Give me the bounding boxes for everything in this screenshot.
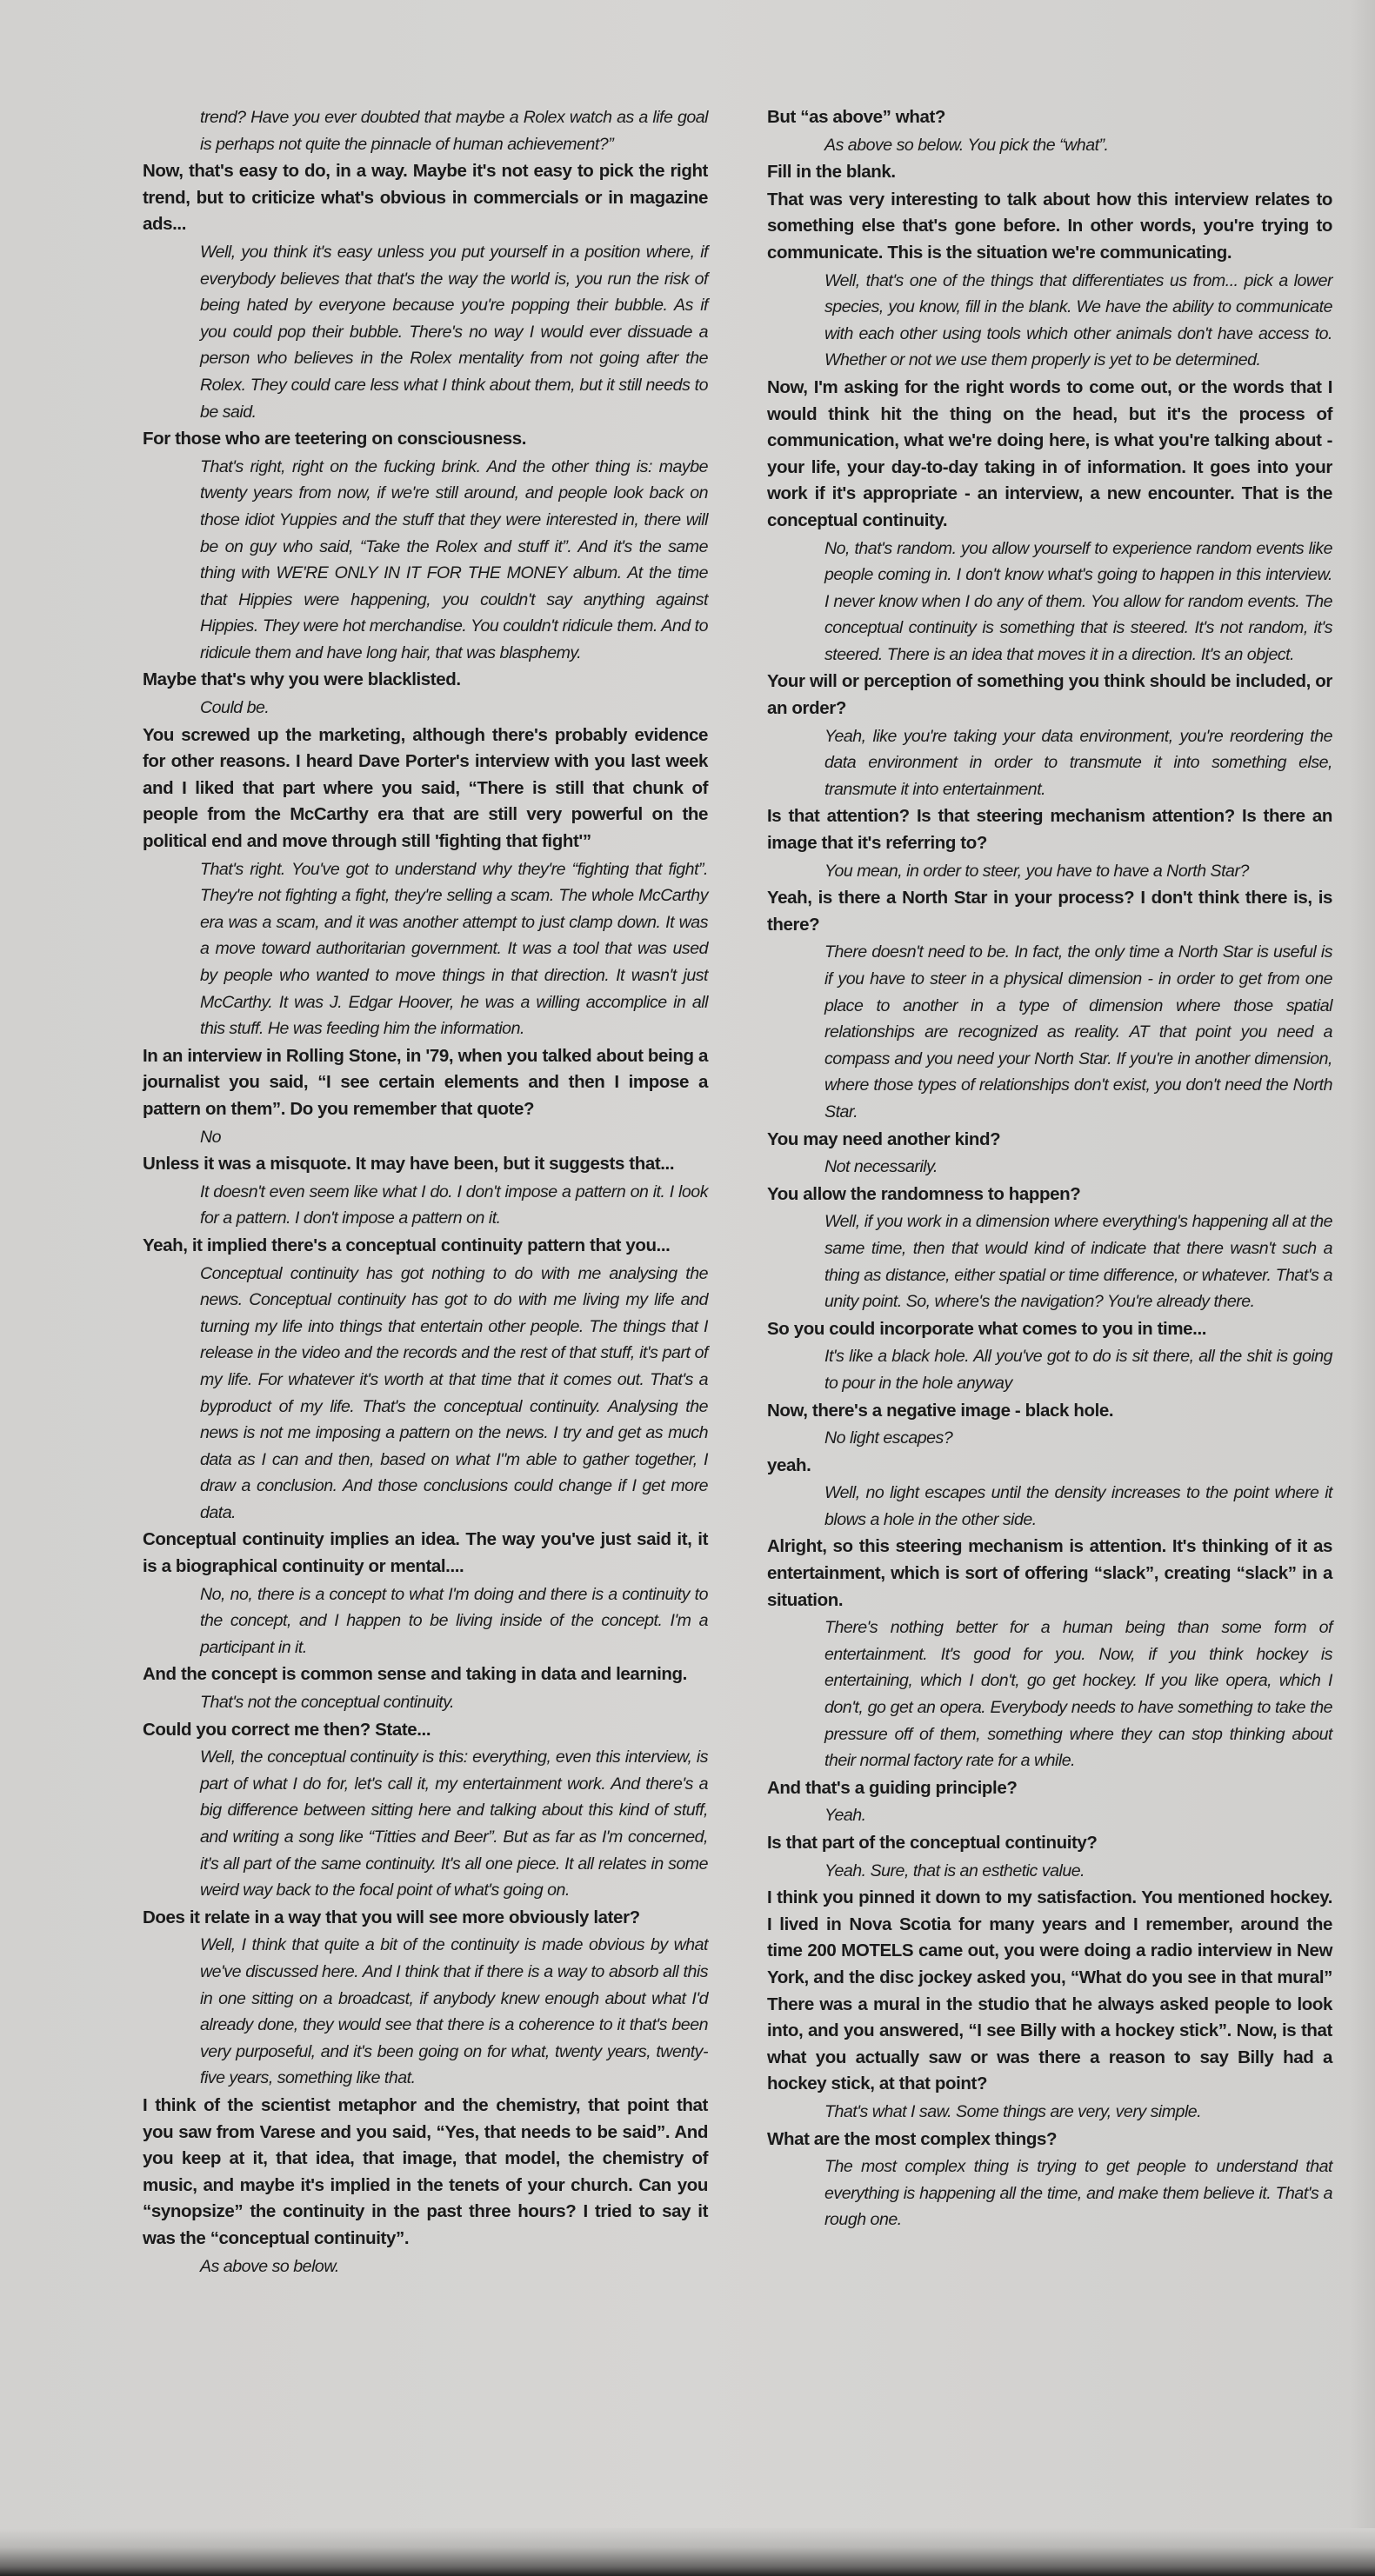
interviewer-question: Conceptual continuity implies an idea. The way you've just said it, it is a biographical continuity or mental....: [143, 1529, 708, 1577]
zappa-answer: You mean, in order to steer, you have to have a North Star?: [824, 861, 1249, 881]
zappa-answer: The most complex thing is trying to get people to understand that everything is happening all the time, and make them believe it. That's a rough one.: [824, 2157, 1332, 2230]
interviewer-question: For those who are teetering on consciousness.: [143, 429, 527, 449]
interviewer-question: Fill in the blank.: [767, 162, 896, 183]
interviewer-question: Does it relate in a way that you will see more obviously later?: [143, 1907, 640, 1927]
interviewer-question: You screwed up the marketing, although there's probably evidence for other reasons. I heard Dave Porter's interview with you last week and I liked that part where you said, “There is still that chunk of people from the McCarthy era that are still very powerful on the political end and move through still 'fighting that fight'”: [143, 724, 708, 852]
zappa-answer: No, that's random. you allow yourself to experience random events like people coming in. I don't know what's going to happen in this interview. I never know when I do any of them. You allow for random events. The conceptual continuity is something that is steered. It's not random, it's steered. There is an idea that moves it in a direction. It's an object.: [824, 538, 1332, 664]
interviewer-question: Now, I'm asking for the right words to come out, or the words that I would think hit the thing on the head, but it's the process of communication, what we're doing here, is what you're talking about - your life, your day-to-day taking in of information. It goes into your work if it's appropriate - an interview, a new encounter. That is the conceptual continuity.: [767, 376, 1332, 530]
zappa-answer: No, no, there is a concept to what I'm doing and there is a continuity to the concept, and I happen to be living inside of the concept. I'm a participant in it.: [200, 1584, 708, 1657]
interviewer-question: Alright, so this steering mechanism is attention. It's thinking of it as entertainment, which is sort of offering “slack”, creating “slack” in a situation.: [767, 1536, 1332, 1610]
right-column: [767, 104, 1332, 2234]
zappa-answer: No: [200, 1127, 222, 1147]
interviewer-question: But “as above” what?: [767, 107, 946, 127]
interviewer-question: Unless it was a misquote. It may have been, but it suggests that...: [143, 1154, 675, 1175]
zappa-answer: There doesn't need to be. In fact, the only time a North Star is useful is if you have to steer in a physical dimension - in order to get from one place to another in a type of dimension where those spatial relationships are recognized as reality. AT that point you need a compass and you need your North Star. If you're in another dimension, where those types of relationships don't exist, you don't need the North Star.: [824, 942, 1332, 1122]
zappa-answer: Yeah.: [824, 1806, 866, 1826]
interviewer-question: What are the most complex things?: [767, 2128, 1058, 2149]
interviewer-question: Could you correct me then? State...: [143, 1719, 431, 1740]
zappa-answer: Well, I think that quite a bit of the continuity is made obvious by what we've discussed here. And I think that if there is a way to absorb all this in one sitting on a broadcast, if anybody knew enough about what I'd already done, they would see that there is a coherence to it that's been very purposeful, and it's been going on for what, twenty years, twenty-five years, something like that.: [200, 1935, 708, 2088]
zappa-answer: As above so below.: [200, 2256, 339, 2276]
interviewer-question: Now, there's a negative image - black hole.: [767, 1400, 1114, 1421]
bottom-scan-shadow: [0, 2528, 1375, 2576]
interviewer-question: Maybe that's why you were blacklisted.: [143, 669, 461, 690]
zappa-answer: Well, the conceptual continuity is this: everything, even this interview, is part of what I do for, let's call it, my entertainment work. And there's a big difference between sitting here and talking about this kind of stuff, and writing a song like “Titties and Beer”. But as far as I'm concerned, it's all part of the same continuity. It's all one piece. It all relates in some weird way back to the focal point of what's going on.: [200, 1747, 708, 1900]
interviewer-question: You may need another kind?: [767, 1128, 1001, 1149]
interviewer-question: Is that part of the conceptual continuity?: [767, 1833, 1098, 1853]
interviewer-question: You allow the randomness to happen?: [767, 1183, 1081, 1204]
interviewer-question: And that's a guiding principle?: [767, 1777, 1018, 1798]
zappa-answer: Yeah, like you're taking your data environment, you're reordering the data environment in order to transmute it into something else, transmute it into entertainment.: [824, 726, 1332, 799]
zappa-answer: trend? Have you ever doubted that maybe a Rolex watch as a life goal is perhaps not quite the pinnacle of human achievement?”: [200, 108, 708, 154]
page-edge-shade: [1349, 0, 1375, 2576]
interviewer-question: I think you pinned it down to my satisfaction. You mentioned hockey. I lived in Nova Scotia for many years and I remember, around the time 200 MOTELS came out, you were doing a radio interview in New York, and the disc jockey asked you, “What do you see in that mural” There was a mural in the studio that he always asked people to look into, and you answered, “I see Billy with a hockey stick”. Now, is that what you actually saw or was there a reason to say Billy had a hockey stick, at that point?: [767, 1887, 1332, 2094]
zappa-answer: Well, that's one of the things that differentiates us from... pick a lower species, you know, fill in the blank. We have the ability to communicate with each other using tools which other animals don't have access to. Whether or not we use them properly is yet to be determined.: [824, 270, 1332, 370]
zappa-answer: There's nothing better for a human being than some form of entertainment. It's good for you. Now, if you think hockey is entertaining, which I don't, go get hockey. If you like opera, which I don't, go get an opera. Everybody needs to have something to take the pressure off of them, something where they can stop thinking about their normal factory rate for a while.: [824, 1618, 1332, 1771]
zappa-answer: Well, if you work in a dimension where everything's happening all at the same time, then that would kind of indicate that there wasn't such a thing as distance, either spatial or time difference, or whatever. That's a unity point. So, where's the navigation? You're already there.: [824, 1212, 1332, 1312]
zappa-answer: It's like a black hole. All you've got to do is sit there, all the shit is going to pour in the hole anyway: [824, 1347, 1332, 1393]
zappa-answer: That's right. You've got to understand why they're “fighting that fight”. They're not fighting a fight, they're selling a scam. The whole McCarthy era was a scam, and it was another attempt to just clamp down. It was a move toward authoritarian government. It was a tool that was used by people who wanted to move things in that direction. It wasn't just McCarthy. It was J. Edgar Hoover, he was a willing accomplice in all this stuff. He was feeding him the information.: [200, 859, 708, 1039]
interviewer-question: And the concept is common sense and taking in data and learning.: [143, 1664, 687, 1685]
interviewer-question: Your will or perception of something you think should be included, or an order?: [767, 671, 1332, 719]
interviewer-question: Yeah, it implied there's a conceptual continuity pattern that you...: [143, 1235, 671, 1255]
zappa-answer: Well, no light escapes until the density increases to the point where it blows a hole in the other side.: [824, 1483, 1332, 1529]
zappa-answer: It doesn't even seem like what I do. I don't impose a pattern on it. I look for a pattern. I don't impose a pattern on it.: [200, 1181, 708, 1228]
interviewer-question: I think of the scientist metaphor and the chemistry, that point that you saw from Varese and you said, “Yes, that needs to be said”. And you keep at it, that idea, that image, that model, the chemistry of music, and maybe it's implied in the tenets of your church. Can you “synopsize” the continuity in the past three hours? I tried to say it was the “conceptual continuity”.: [143, 2094, 708, 2248]
zappa-answer: As above so below. You pick the “what”.: [824, 135, 1109, 155]
zappa-answer: That's not the conceptual continuity.: [200, 1693, 455, 1713]
zappa-answer: Yeah. Sure, that is an esthetic value.: [824, 1860, 1085, 1880]
interviewer-question: yeah.: [767, 1454, 811, 1475]
interviewer-question: That was very interesting to talk about how this interview relates to something else that's gone before. In other words, you're trying to communicate. This is the situation we're communicating.: [767, 189, 1332, 263]
zappa-answer: That's right, right on the fucking brink. And the other thing is: maybe twenty years from now, if we're still around, and people look back on those idiot Yuppies and the stuff that they were interested in, there will be on guy who said, “Take the Rolex and stuff it”. And it's the same thing with WE'RE ONLY IN IT FOR THE MONEY album. At the time that Hippies were happening, you couldn't say anything against Hippies. They were hot merchandise. You couldn't ridicule them. And to ridicule them and have long hair, that was blasphemy.: [200, 456, 708, 662]
zappa-answer: Well, you think it's easy unless you put yourself in a position where, if everybody believes that that's the way the world is, you run the risk of being hated by everyone because you're popping their bubble. As if you could pop their bubble. There's no way I would ever dissuade a person who believes in the Rolex mentality from not going after the Rolex. They could care less what I think about them, but it still needs to be said.: [200, 242, 708, 422]
interviewer-question: In an interview in Rolling Stone, in '79, when you talked about being a journalist you said, “I see certain elements and then I impose a pattern on them”. Do you remember that quote?: [143, 1045, 708, 1119]
zappa-answer: Not necessarily.: [824, 1157, 938, 1177]
zappa-answer: Conceptual continuity has got nothing to do with me analysing the news. Conceptual continuity has got to do with me living my life and turning my life into things that entertain other people. The things that I release in the video and the records and the rest of that stuff, it's part of my life. For whatever it's worth at that time that it comes out. That's a byproduct of my life. That's the conceptual continuity. Analysing the news is not me imposing a pattern on the news. I try and get as much data as I can and then, based on what I"m able to gather together, I draw a conclusion. And those conclusions could change if I get more data.: [200, 1263, 708, 1522]
interviewer-question: So you could incorporate what comes to you in time...: [767, 1318, 1207, 1339]
interviewer-question: Now, that's easy to do, in a way. Maybe it's not easy to pick the right trend, but to criticize what's obvious in commercials or in magazine ads...: [143, 161, 708, 235]
interviewer-question: Is that attention? Is that steering mechanism attention? Is there an image that it's referring to?: [767, 806, 1332, 854]
left-column: [143, 104, 708, 2280]
zappa-answer: Could be.: [200, 698, 270, 718]
zappa-answer: That's what I saw. Some things are very, very simple.: [824, 2101, 1202, 2121]
interviewer-question: Yeah, is there a North Star in your process? I don't think there is, is there?: [767, 888, 1332, 935]
zappa-answer: No light escapes?: [824, 1428, 953, 1448]
